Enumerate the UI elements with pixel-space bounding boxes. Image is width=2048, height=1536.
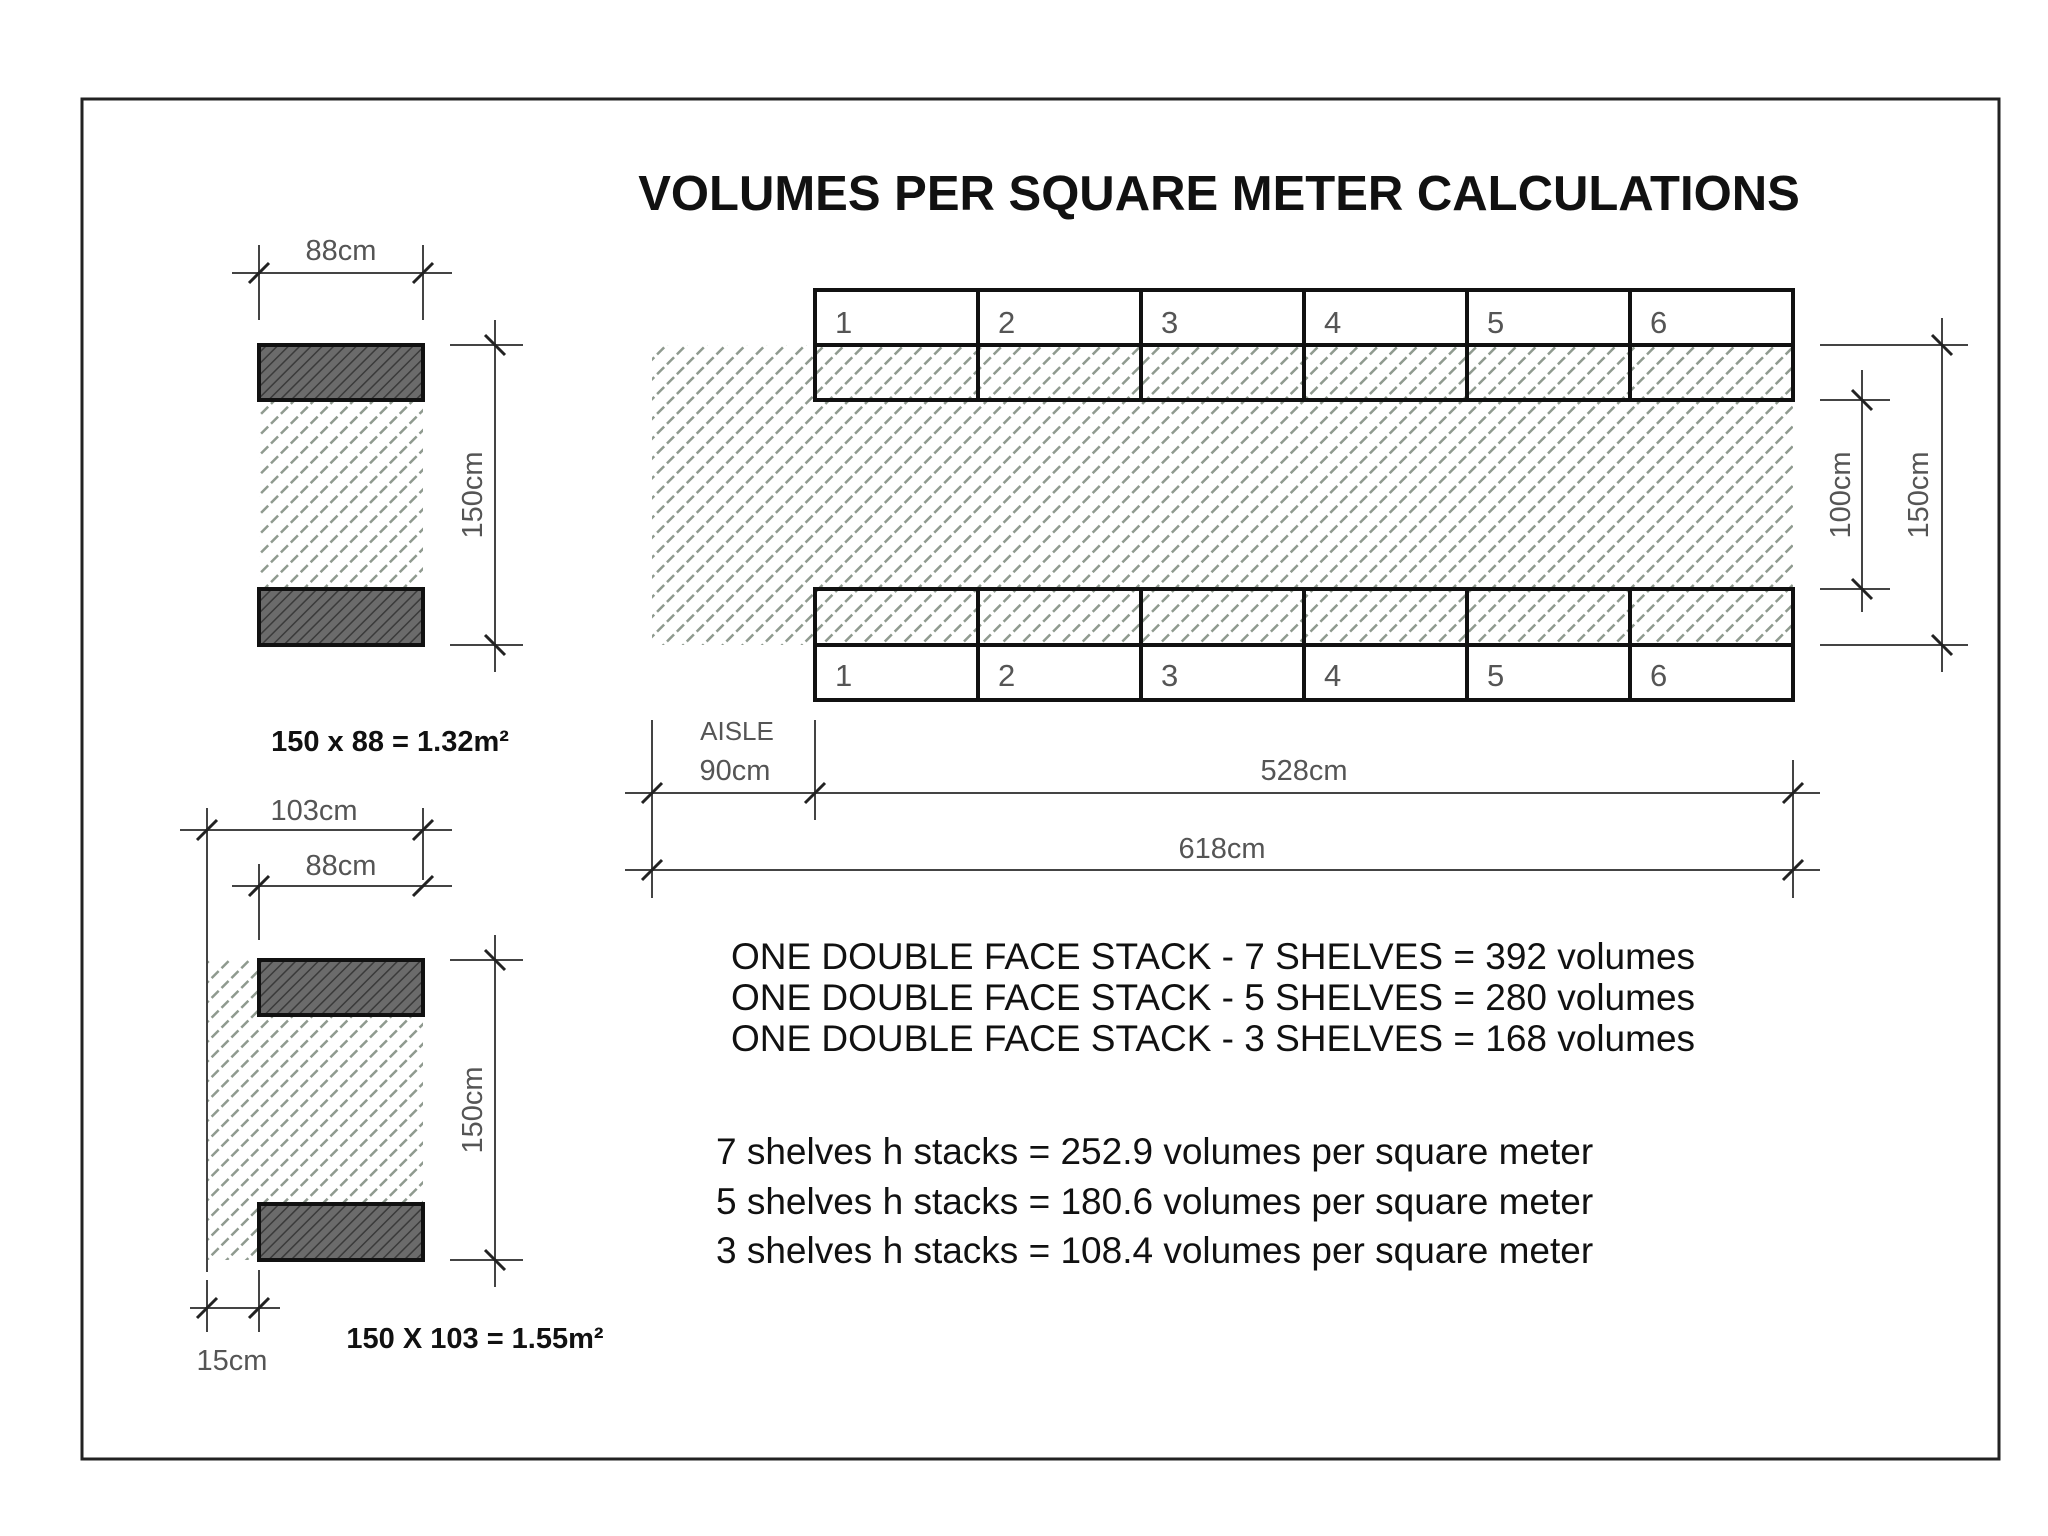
stack-line-7: ONE DOUBLE FACE STACK - 7 SHELVES = 392 volumes [730, 936, 1696, 977]
stack-volume-lines [731, 936, 1695, 1059]
inner-width-label: 88cm [305, 850, 377, 882]
page-title: VOLUMES PER SQUARE METER CALCULATIONS [638, 167, 1800, 221]
density-line-7: 7 shelves h stacks = 252.9 volumes per square meter [716, 1131, 1594, 1172]
outer-height-label: 150cm [1903, 451, 1935, 539]
hatched-aisle-area [259, 400, 423, 590]
bay-number-bottom: 1 [835, 658, 853, 693]
bay-number-bottom: 3 [1161, 658, 1179, 693]
bay-number-top: 2 [998, 305, 1016, 340]
bay-number-bottom: 4 [1324, 658, 1342, 693]
bay-number-top: 3 [1161, 305, 1179, 340]
section-88cm [232, 235, 523, 758]
area-label: 150 X 103 = 1.55m² [346, 1323, 604, 1355]
stack-line-5: ONE DOUBLE FACE STACK - 5 SHELVES = 280 volumes [730, 977, 1696, 1018]
width-label: 88cm [305, 235, 377, 267]
shelf-top [259, 345, 423, 400]
bay-number-top: 6 [1650, 305, 1668, 340]
total-length-label: 618cm [1178, 833, 1266, 865]
density-lines [716, 1131, 1593, 1271]
height-label: 150cm [457, 451, 489, 539]
height-label: 150cm [457, 1066, 489, 1154]
offset-label: 15cm [196, 1345, 268, 1377]
shelf-bottom [259, 1204, 423, 1260]
bay-number-top: 4 [1324, 305, 1342, 340]
inner-height-label: 100cm [1825, 451, 1857, 539]
shelf-top [259, 960, 423, 1015]
stack-line-3: ONE DOUBLE FACE STACK - 3 SHELVES = 168 volumes [730, 1018, 1696, 1059]
area-label: 150 x 88 = 1.32m² [271, 726, 509, 758]
shelf-bottom [259, 589, 423, 645]
bay-number-bottom: 2 [998, 658, 1016, 693]
run-length-label: 528cm [1260, 755, 1348, 787]
density-line-3: 3 shelves h stacks = 108.4 volumes per square meter [716, 1230, 1594, 1271]
hatched-aisle-band [652, 345, 1793, 645]
bay-number-top: 5 [1487, 305, 1505, 340]
stack-plan [625, 290, 1968, 898]
outer-width-label: 103cm [270, 795, 358, 827]
aisle-width-label: 90cm [699, 755, 771, 787]
bay-number-bottom: 6 [1650, 658, 1668, 693]
density-line-5: 5 shelves h stacks = 180.6 volumes per square meter [716, 1181, 1594, 1222]
bay-number-bottom: 5 [1487, 658, 1505, 693]
bay-number-top: 1 [835, 305, 853, 340]
section-103cm [180, 795, 604, 1377]
aisle-label: AISLE [700, 716, 774, 746]
